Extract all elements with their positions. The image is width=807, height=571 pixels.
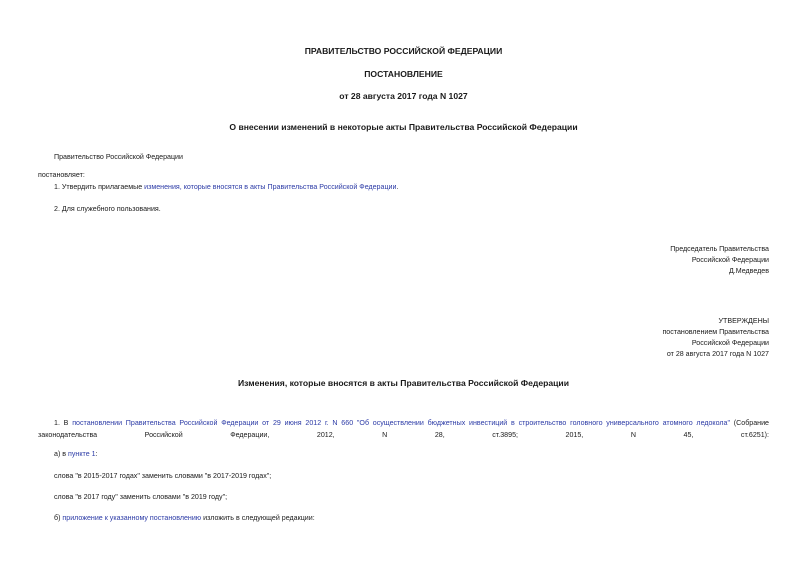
item-b-prefix: б) (54, 514, 63, 522)
item-1-link[interactable]: изменения, которые вносятся в акты Правительства Российской Федерации (144, 183, 397, 191)
approval-date: от 28 августа 2017 года N 1027 (666, 350, 769, 358)
changes-words-1: слова "в 2015-2017 годах" заменить словами "в 2017-2019 годах"; (54, 472, 272, 480)
item-1-suffix: . (396, 183, 399, 191)
signature-position: Председатель Правительства (670, 245, 769, 253)
approval-by: постановлением Правительства (662, 328, 769, 336)
preamble-government: Правительство Российской Федерации (54, 153, 183, 161)
changes-paragraph-1 (38, 418, 769, 441)
approval-heading: УТВЕРЖДЕНЫ (718, 317, 769, 325)
signature-name: Д.Медведев (728, 267, 769, 275)
item-1-prefix: 1. Утвердить прилагаемые (54, 183, 145, 191)
changes-item-a (54, 450, 98, 458)
item-b-suffix: изложить в следующей редакции: (201, 514, 315, 522)
signature-federation: Российской Федерации (691, 256, 769, 264)
government-heading: ПРАВИТЕЛЬСТВО РОССИЙСКОЙ ФЕДЕРАЦИИ (304, 46, 503, 56)
document-date: от 28 августа 2017 года N 1027 (339, 91, 468, 101)
changes-words-2: слова "в 2017 году" заменить словами "в 2019 году"; (54, 493, 228, 501)
document-type: ПОСТАНОВЛЕНИЕ (364, 69, 443, 79)
changes-p1-suffix: (Собрание законодательства Российской Федерации, 2012, N 28, ст.3895; 2015, N 45, ст.6251): (38, 419, 769, 439)
preamble-decrees: постановляет: (38, 171, 85, 179)
item-a-prefix: а) в (54, 450, 69, 458)
item-a-link[interactable]: пункте 1 (68, 450, 96, 458)
item-a-suffix: : (95, 450, 98, 458)
changes-p1-prefix: 1. В (54, 419, 73, 427)
changes-title: Изменения, которые вносятся в акты Правительства Российской Федерации (237, 378, 569, 388)
changes-item-b (54, 514, 315, 522)
item-b-link[interactable]: приложение к указанному постановлению (62, 514, 202, 522)
changes-p1-link[interactable]: постановлении Правительства Российской Федерации от 29 июня 2012 г. N 660 "Об осуществлении бюджетных инвестиций в строительство головного универсального атомного ледокола" (72, 419, 731, 427)
item-2: 2. Для служебного пользования. (54, 205, 161, 213)
approval-federation: Российской Федерации (691, 339, 769, 347)
item-1 (54, 183, 398, 191)
document-title: О внесении изменений в некоторые акты Правительства Российской Федерации (229, 122, 578, 132)
